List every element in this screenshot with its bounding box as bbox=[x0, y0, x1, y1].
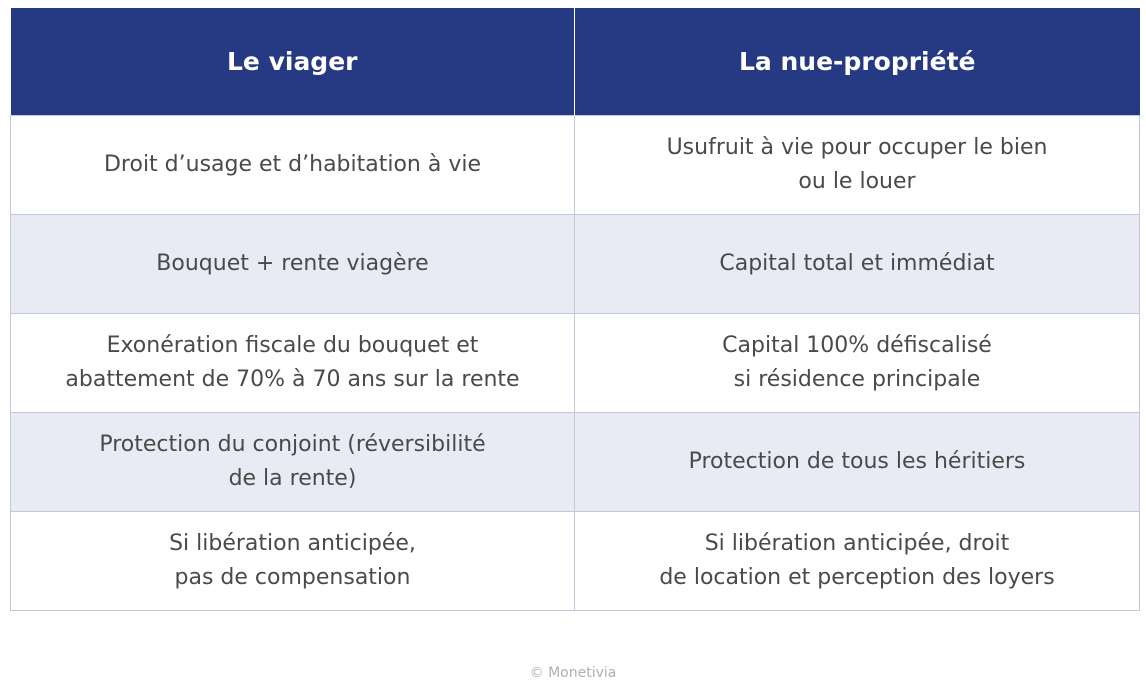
table-row bbox=[11, 116, 1140, 215]
table-cell bbox=[11, 413, 575, 512]
cell-text: Usufruit à vie pour occuper le bien ou le louer bbox=[666, 135, 1048, 194]
table-row bbox=[11, 413, 1140, 512]
cell-text: Exonération fiscale du bouquet et abattement de 70% à 70 ans sur la rente bbox=[65, 333, 520, 392]
cell-text: Droit d’usage et d’habitation à vie bbox=[103, 152, 482, 177]
table-row bbox=[11, 512, 1140, 611]
table-cell bbox=[575, 215, 1140, 314]
copyright-credit: © Monetivia bbox=[529, 665, 617, 681]
header-viager: Le viager bbox=[11, 8, 575, 116]
table-row bbox=[11, 314, 1140, 413]
table-cell bbox=[575, 413, 1140, 512]
table-cell bbox=[11, 215, 575, 314]
cell-text: Capital total et immédiat bbox=[719, 251, 995, 276]
cell-text: Bouquet + rente viagère bbox=[156, 251, 429, 276]
comparison-table-container bbox=[10, 8, 1139, 611]
cell-text: Si libération anticipée, pas de compensation bbox=[169, 531, 416, 590]
cell-text: Protection du conjoint (réversibilité de la rente) bbox=[99, 432, 486, 491]
cell-text: Capital 100% défiscalisé si résidence principale bbox=[722, 333, 992, 392]
cell-text: Protection de tous les héritiers bbox=[688, 449, 1026, 474]
table-row bbox=[11, 215, 1140, 314]
table-cell bbox=[575, 314, 1140, 413]
table-header-row bbox=[11, 8, 1140, 116]
table-cell bbox=[11, 314, 575, 413]
table-cell bbox=[575, 512, 1140, 611]
table-cell bbox=[11, 116, 575, 215]
cell-text: Si libération anticipée, droit de location et perception des loyers bbox=[659, 531, 1055, 590]
table-cell bbox=[11, 512, 575, 611]
comparison-table bbox=[10, 8, 1140, 611]
header-nue-propriete: La nue-propriété bbox=[575, 8, 1140, 116]
table-cell bbox=[575, 116, 1140, 215]
